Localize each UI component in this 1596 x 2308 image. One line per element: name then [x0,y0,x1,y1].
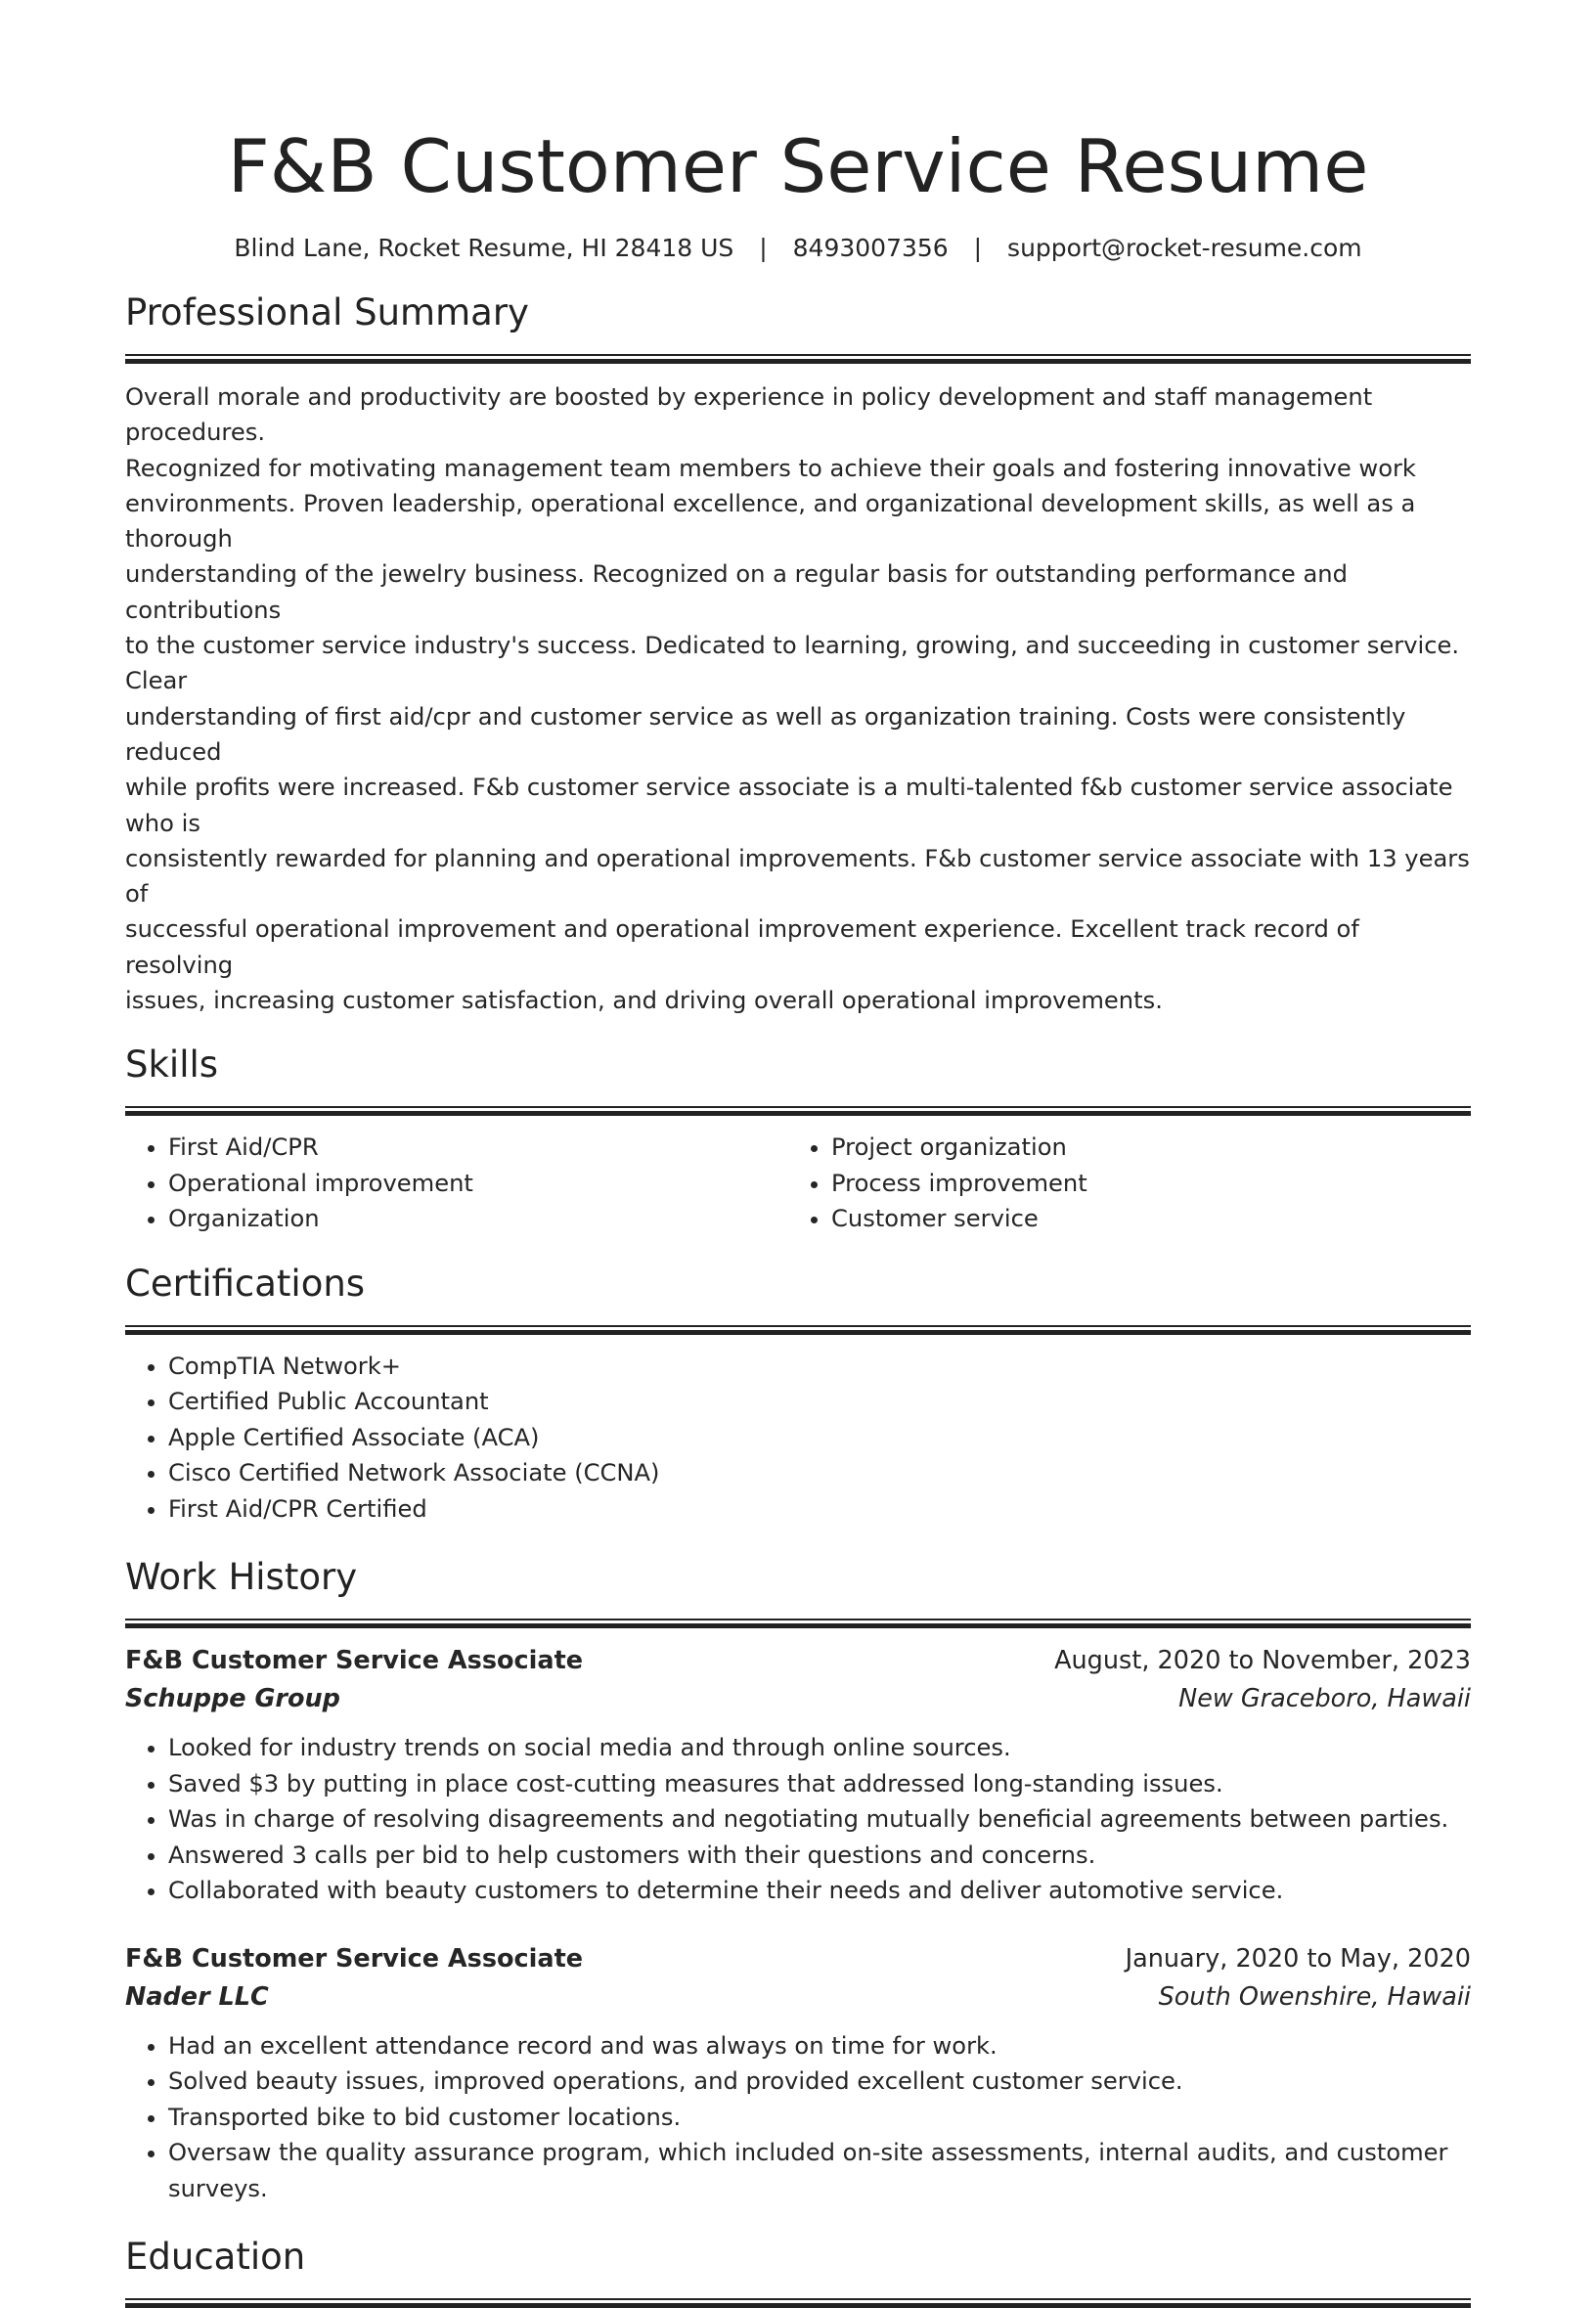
certifications-heading: Certifications [125,1262,366,1305]
job-location: New Graceboro, Hawaii [1178,1684,1471,1714]
summary-line: Recognized for motivating management team members to achieve their goals and fostering innovative work [125,454,1416,482]
contact-separator: | [759,234,768,262]
summary-line: Overall morale and productivity are boosted by experience in policy development and staff management procedures. [125,383,1373,447]
section-divider [125,1106,1471,1116]
skill-item: • Customer service [831,1201,1451,1237]
job-duties-list [125,2028,1471,2207]
job-subheader [125,1679,1471,1718]
job-title: F&B Customer Service Associate [125,1943,584,1974]
job-duty-item: • Solved beauty issues, improved operations, and provided excellent customer service. [168,2064,1471,2100]
summary-text [125,379,1471,1018]
job-dates: January, 2020 to May, 2020 [1125,1943,1471,1974]
job-company: Nader LLC [125,1981,269,2012]
skills-heading: Skills [125,1043,219,1087]
certification-item: • Apple Certified Associate (ACA) [168,1420,1471,1456]
section-divider [125,354,1471,364]
job-duty-item: • Answered 3 calls per bid to help customers with their questions and concerns. [168,1838,1471,1874]
resume-page [125,0,1471,2308]
job-duty-item: • Was in charge of resolving disagreements and negotiating mutually beneficial agreements between parties. [168,1801,1471,1838]
skill-item: • Organization [168,1201,788,1237]
section-divider [125,1619,1471,1628]
skills-list-right [788,1130,1451,1237]
skill-item: • Project organization [831,1130,1451,1166]
certifications-list [125,1349,1471,1528]
job-header [125,1940,1471,1977]
job-duty-item: • Collaborated with beauty customers to determine their needs and deliver automotive service. [168,1873,1471,1909]
education-section [125,2234,1471,2308]
contact-separator: | [973,234,983,262]
skills-columns [125,1130,1471,1237]
job-location: South Owenshire, Hawaii [1158,1981,1471,2012]
job-duty-item: • Looked for industry trends on social media and through online sources. [168,1730,1471,1766]
summary-line: to the customer service industry's success. Dedicated to learning, growing, and succeeding in customer service. Clear [125,632,1460,695]
skills-section [125,1042,1471,1237]
job-company: Schuppe Group [125,1684,340,1714]
education-heading: Education [125,2236,306,2279]
certification-item: • CompTIA Network+ [168,1349,1471,1385]
work-history-heading: Work History [125,1556,358,1599]
summary-line: while profits were increased. F&b customer service associate is a multi-talented f&b customer service associate who is [125,774,1453,837]
job-duty-item: • Had an excellent attendance record and was always on time for work. [168,2028,1471,2064]
certification-item: • Cisco Certified Network Associate (CCNA) [168,1455,1471,1491]
skill-item: • Process improvement [831,1166,1451,1202]
job-duties-list [125,1730,1471,1909]
work-history-section [125,1554,1471,2206]
section-divider [125,2298,1471,2308]
summary-line: issues, increasing customer satisfaction, and driving overall operational improvements. [125,987,1163,1015]
job-dates: August, 2020 to November, 2023 [1054,1646,1471,1676]
job-subheader [125,1977,1471,2017]
skill-item: • First Aid/CPR [168,1130,788,1166]
job-title: F&B Customer Service Associate [125,1646,584,1676]
summary-line: understanding of first aid/cpr and customer service as well as organization training. Costs were consistently reduced [125,702,1406,766]
certifications-section [125,1261,1471,1528]
section-divider [125,1325,1471,1335]
job-entry [125,1642,1471,1909]
contact-address: Blind Lane, Rocket Resume, HI 28418 US [234,234,734,262]
contact-email: support@rocket-resume.com [1007,234,1362,262]
summary-line: understanding of the jewelry business. Recognized on a regular basis for outstanding performance and contributions [125,560,1348,624]
skills-list-left [125,1130,788,1237]
job-duty-item: • Transported bike to bid customer locations. [168,2100,1471,2136]
summary-heading: Professional Summary [125,291,529,333]
certification-item: • First Aid/CPR Certified [168,1491,1471,1528]
summary-line: environments. Proven leadership, operational excellence, and organizational development skills, as well as a thorough [125,489,1416,554]
summary-line: consistently rewarded for planning and operational improvements. F&b customer service associate with 13 years of [125,844,1470,909]
job-duty-item: • Saved $3 by putting in place cost-cutting measures that addressed long-standing issues. [168,1766,1471,1802]
job-entry [125,1940,1471,2207]
resume-title: F&B Customer Service Resume [227,123,1369,209]
summary-line: successful operational improvement and operational improvement experience. Excellent track record of resolving [125,915,1359,979]
contact-line [125,233,1471,264]
contact-phone: 8493007356 [792,234,949,262]
summary-section [125,289,1471,1018]
job-duty-item: • Oversaw the quality assurance program, which included on-site assessments, internal audits, and customer surveys. [168,2135,1471,2206]
job-header [125,1642,1471,1679]
skill-item: • Operational improvement [168,1166,788,1202]
certification-item: • Certified Public Accountant [168,1384,1471,1420]
